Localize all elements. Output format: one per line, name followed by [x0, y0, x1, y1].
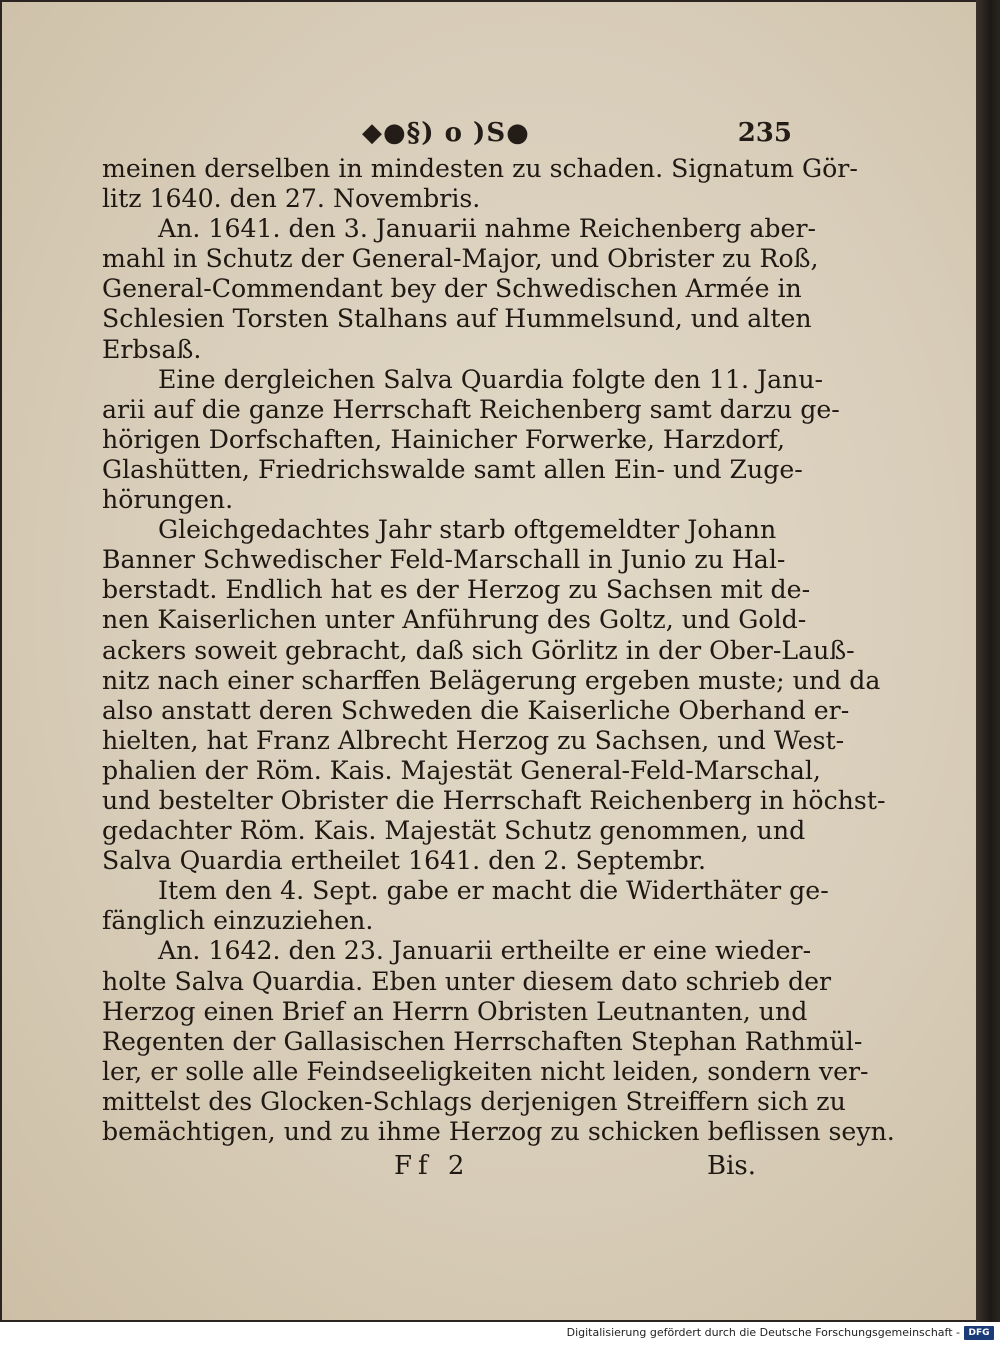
- text-line: nen Kaiserlichen unter Anführung des Goltz, und Gold-: [102, 605, 807, 635]
- text-line: litz 1640. den 27. Novembris.: [102, 184, 481, 214]
- text-line: Item den 4. Sept. gabe er macht die Widerthäter ge-: [158, 876, 829, 906]
- dfg-logo-icon: DFG: [964, 1326, 994, 1340]
- text-line: An. 1641. den 3. Januarii nahme Reichenberg aber-: [158, 214, 816, 244]
- text-line: phalien der Röm. Kais. Majestät General-Feld-Marschal,: [102, 755, 821, 785]
- text-line: Glashütten, Friedrichswalde samt allen Ein- und Zuge-: [102, 454, 803, 484]
- text-line: nitz nach einer scharffen Belägerung ergeben muste; und da: [102, 665, 881, 695]
- text-line: An. 1642. den 23. Januarii ertheilte er eine wieder-: [158, 936, 812, 966]
- text-line: General-Commendant bey der Schwedischen Armée in: [102, 274, 802, 304]
- text-line: Eine dergleichen Salva Quardia folgte den 11. Janu-: [158, 364, 824, 394]
- book-edge: [976, 0, 1000, 1322]
- header-ornament: ◆●§) o )S●: [362, 118, 530, 148]
- credit-bar: [0, 1322, 1000, 1345]
- text-line: fänglich einzuziehen.: [102, 906, 374, 936]
- text-line: Gleichgedachtes Jahr starb oftgemeldter Johann: [158, 515, 777, 545]
- text-line: holte Salva Quardia. Eben unter diesem dato schrieb der: [102, 966, 832, 996]
- text-line: hörigen Dorfschaften, Hainicher Forwerke, Harzdorf,: [102, 424, 785, 454]
- text-line: Banner Schwedischer Feld-Marschall in Junio zu Hal-: [102, 545, 786, 575]
- text-line: ler, er solle alle Feindseeligkeiten nicht leiden, sondern ver-: [102, 1056, 869, 1086]
- text-line: arii auf die ganze Herrschaft Reichenberg samt darzu ge-: [102, 394, 840, 424]
- text-line: gedachter Röm. Kais. Majestät Schutz genommen, und: [102, 816, 806, 846]
- text-line: Schlesien Torsten Stalhans auf Hummelsund, und alten: [102, 304, 812, 334]
- text-line: hörungen.: [102, 485, 234, 515]
- text-line: also anstatt deren Schweden die Kaiserliche Oberhand er-: [102, 695, 850, 725]
- text-line: Regenten der Gallasischen Herrschaften Stephan Rathmül-: [102, 1026, 863, 1056]
- page-number: 235: [737, 118, 792, 148]
- signature-mark: Ff 2: [394, 1151, 471, 1181]
- text-line: mahl in Schutz der General-Major, und Obrister zu Roß,: [102, 244, 819, 274]
- text-line: Salva Quardia ertheilet 1641. den 2. Septembr.: [102, 846, 707, 876]
- text-line: meinen derselben in mindesten zu schaden. Signatum Gör-: [102, 154, 858, 183]
- text-line: berstadt. Endlich hat es der Herzog zu Sachsen mit de-: [102, 575, 811, 605]
- text-line: ackers soweit gebracht, daß sich Görlitz in der Ober-Lauß-: [102, 635, 855, 665]
- text-line: Herzog einen Brief an Herrn Obristen Leutnanten, und: [102, 996, 808, 1026]
- page-header: [102, 114, 792, 158]
- body-text: [102, 154, 895, 1147]
- page-footer: [102, 1147, 792, 1187]
- text-line: Erbsaß.: [102, 334, 202, 364]
- text-line: hielten, hat Franz Albrecht Herzog zu Sachsen, und West-: [102, 725, 845, 755]
- text-line: mittelst des Glocken-Schlags derjenigen Streiffern sich zu: [102, 1086, 846, 1116]
- text-line: und bestelter Obrister die Herrschaft Reichenberg in höchst-: [102, 785, 886, 815]
- catchword: Bis.: [706, 1151, 756, 1181]
- funding-credit: Digitalisierung gefördert durch die Deutsche Forschungsgemeinschaft -: [566, 1326, 960, 1339]
- text-line: bemächtigen, und zu ihme Herzog zu schicken beflissen seyn.: [102, 1117, 895, 1146]
- book-page: [2, 2, 976, 1320]
